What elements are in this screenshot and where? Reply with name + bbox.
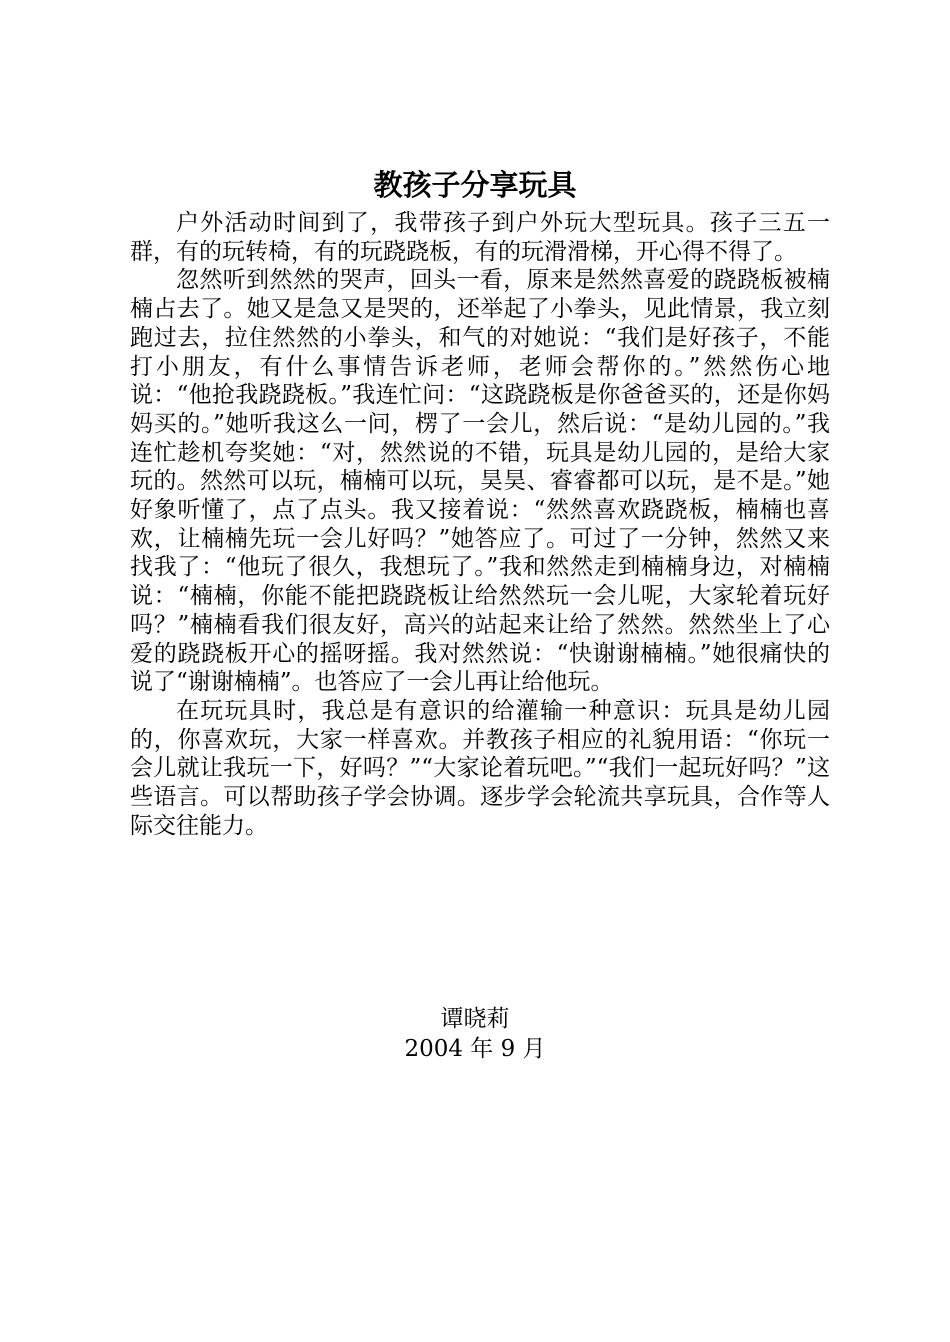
paragraph-1: 户外活动时间到了，我带孩子到户外玩大型玩具。孩子三五一群，有的玩转椅，有的玩跷跷板，有的玩滑滑梯，开心得不得了。 <box>130 210 830 265</box>
document-title: 教孩子分享玩具 <box>373 168 577 202</box>
signature-block <box>0 1004 950 1064</box>
document-date: 2004 年 9 月 <box>404 1036 546 1062</box>
author-name: 谭晓莉 <box>440 1006 510 1032</box>
paragraph-2: 忽然听到然然的哭声，回头一看，原来是然然喜爱的跷跷板被楠楠占去了。她又是急又是哭的，还举起了小拳头，见此情景，我立刻跑过去，拉住然然的小拳头，和气的对她说：“我们是好孩子，不能打小朋友，有什么事情告诉老师，老师会帮你的。”然然伤心地说：“他抢我跷跷板。”我连忙问：“这跷跷板是你爸爸买的，还是你妈妈买的。”她听我这么一问，楞了一会儿，然后说：“是幼儿园的。”我连忙趁机夸奖她：“对，然然说的不错，玩具是幼儿园的，是给大家玩的。然然可以玩，楠楠可以玩，昊昊、睿睿都可以玩，是不是。”她好象听懂了，点了点头。我又接着说：“然然喜欢跷跷板，楠楠也喜欢，让楠楠先玩一会儿好吗？”她答应了。可过了一分钟，然然又来找我了：“他玩了很久，我想玩了。”我和然然走到楠楠身边，对楠楠说：“楠楠，你能不能把跷跷板让给然然玩一会儿呢，大家轮着玩好吗？”楠楠看我们很友好，高兴的站起来让给了然然。然然坐上了心爱的跷跷板开心的摇呀摇。我对然然说：“快谢谢楠楠。”她很痛快的说了“谢谢楠楠”。也答应了一会儿再让给他玩。 <box>130 267 830 696</box>
paragraph-3: 在玩玩具时，我总是有意识的给灌输一种意识：玩具是幼儿园的，你喜欢玩，大家一样喜欢。并教孩子相应的礼貌用语：“你玩一会儿就让我玩一下，好吗？”“大家论着玩吧。”“我们一起玩好吗？”这些语言。可以帮助孩子学会协调。逐步学会轮流共享玩具，合作等人际交往能力。 <box>130 697 830 839</box>
document-body <box>130 209 830 840</box>
